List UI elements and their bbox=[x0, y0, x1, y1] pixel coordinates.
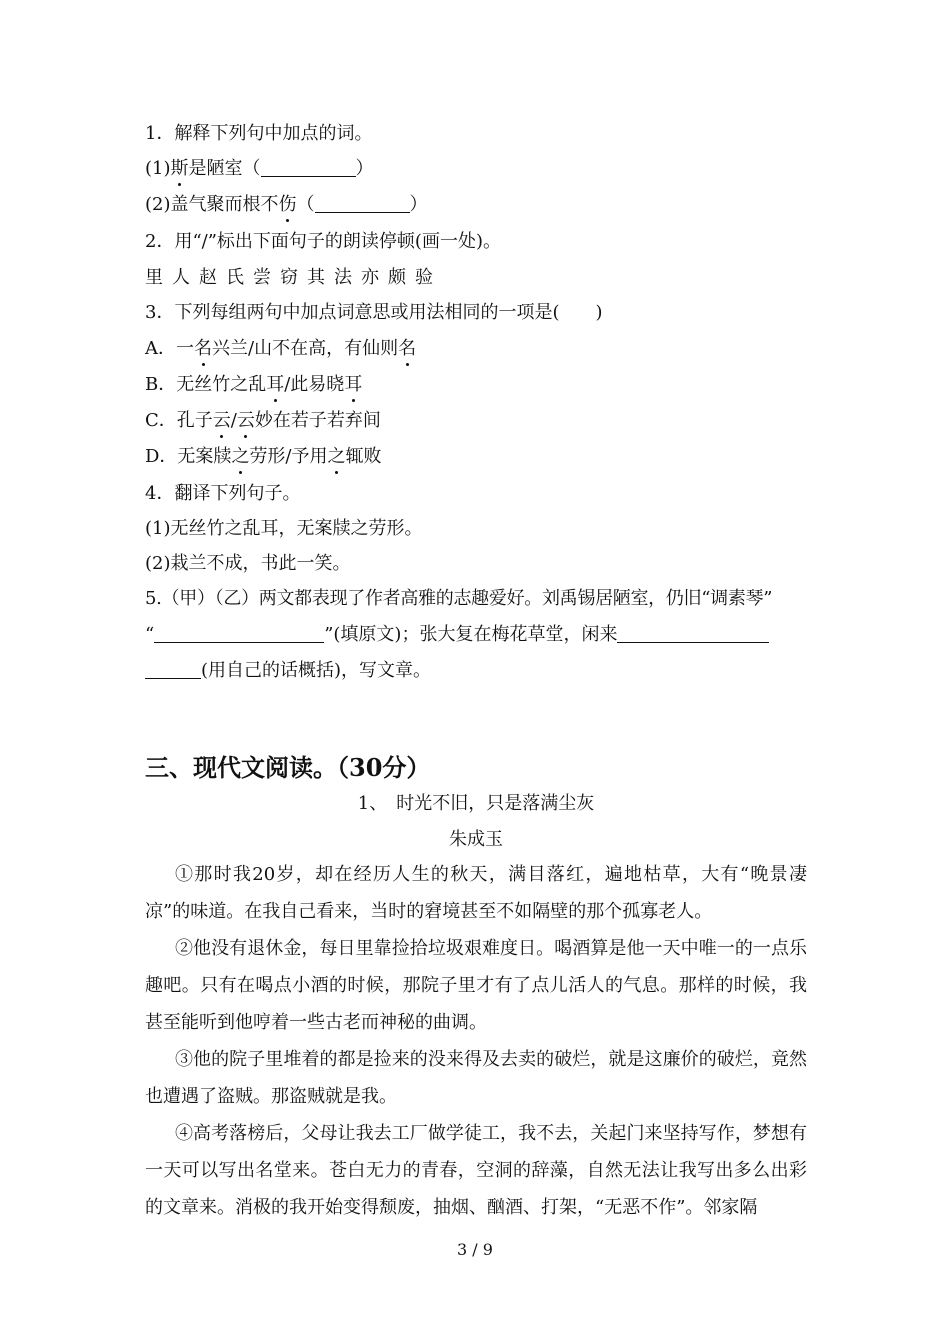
q3-option-a-text-2: 兴兰/山不在高，有仙则 bbox=[212, 338, 399, 359]
q3-option-d-text-2: 劳形/予用 bbox=[249, 446, 328, 467]
q4-item-2: (2)栽兰不成，书此一笑。 bbox=[145, 553, 351, 574]
q5-line-1: 5.（甲）（乙）两文都表现了作者高雅的志趣爱好。刘禹锡居陋室，仍旧“调素琴” bbox=[145, 588, 773, 609]
q1-title: 1．解释下列句中加点的词。 bbox=[145, 123, 373, 144]
article-author: 朱成玉 bbox=[449, 829, 503, 850]
q1-item-1-prefix: (1) bbox=[145, 158, 171, 179]
q3-option-b[interactable] bbox=[145, 373, 815, 397]
section-title: 三、现代文阅读。（30分） bbox=[145, 753, 431, 782]
q5-line-2 bbox=[145, 623, 815, 647]
q3-option-c-text-2: / bbox=[230, 410, 237, 431]
q5-line-3-text: (用自己的话概括)，写文章。 bbox=[201, 660, 432, 681]
page-number: 3 / 9 bbox=[457, 1240, 493, 1259]
q3-option-d[interactable] bbox=[145, 445, 815, 469]
q1-item-1-close: ） bbox=[355, 158, 374, 179]
q1-item-2-dotted-word: 伤 bbox=[278, 194, 297, 215]
q1-item-1-answer-blank[interactable] bbox=[261, 158, 356, 177]
q3-option-d-text-3: 辄败 bbox=[345, 446, 382, 467]
q3-option-c-text-3: 妙在若子若弃间 bbox=[254, 410, 381, 431]
q3-option-c-dotted-1: 云 bbox=[212, 410, 231, 431]
article-paragraph-1: ①那时我20岁，却在经历人生的秋天，满目落红，遍地枯草，大有“晚景凄凉”的味道。在我自己看来，当时的窘境甚至不如隔壁的那个孤寡老人。 bbox=[145, 864, 807, 922]
q3-option-a[interactable] bbox=[145, 337, 815, 361]
q2-title: 2．用“/”标出下面句子的朗读停顿(画一处)。 bbox=[145, 231, 501, 252]
q1-item-2 bbox=[145, 193, 815, 217]
q1-item-2-open: （ bbox=[296, 194, 315, 215]
q3-option-a-dotted-1: 名 bbox=[194, 338, 212, 359]
article-title: 1、 时光不旧，只是落满尘灰 bbox=[357, 793, 595, 814]
q5-blank-2-continued[interactable] bbox=[145, 660, 201, 679]
q5-blank-2[interactable] bbox=[617, 624, 769, 643]
q1-item-2-close: ） bbox=[409, 194, 428, 215]
q1-item-1-dotted-word: 斯 bbox=[170, 158, 189, 179]
q2-sentence[interactable]: 里人赵氏尝窃其法亦颇验 bbox=[145, 267, 442, 288]
q3-option-d-text-1: D．无案牍 bbox=[145, 446, 232, 467]
q3-option-b-text-2: /此易晓 bbox=[284, 374, 345, 395]
q3-option-d-dotted-2: 之 bbox=[327, 446, 346, 467]
q3-option-b-dotted-2: 耳 bbox=[344, 374, 363, 395]
q3-option-a-dotted-2: 名 bbox=[398, 338, 417, 359]
q3-option-b-text-1: B．无丝竹之乱 bbox=[145, 374, 267, 395]
article-paragraph-2: ②他没有退休金，每日里靠捡拾垃圾艰难度日。喝酒算是他一天中唯一的一点乐趣吧。只有在喝点小酒的时候，那院子里才有了点儿活人的气息。那样的时候，我甚至能听到他哼着一些古老而神秘的曲调。 bbox=[145, 938, 807, 1033]
article-paragraph-4: ④高考落榜后，父母让我去工厂做学徒工，我不去，关起门来坚持写作，梦想有一天可以写出名堂来。苍白无力的青春，空洞的辞藻，自然无法让我写出多么出彩的文章来。消极的我开始变得颓废，抽烟、酗酒、打架，“无恶不作”。邻家隔 bbox=[145, 1123, 807, 1218]
q3-option-c-text-1: C．孔子 bbox=[145, 410, 213, 431]
q3-title: 3．下列每组两句中加点词意思或用法相同的一项是( ) bbox=[145, 302, 603, 323]
q3-option-b-dotted-1: 耳 bbox=[266, 374, 285, 395]
q3-option-c[interactable] bbox=[145, 409, 815, 433]
q4-title: 4．翻译下列句子。 bbox=[145, 483, 301, 504]
article-paragraph-3: ③他的院子里堆着的都是捡来的没来得及去卖的破烂，就是这廉价的破烂，竟然也遭遇了盗贼。那盗贼就是我。 bbox=[145, 1049, 807, 1107]
q1-item-1-text: 是陋室（ bbox=[188, 158, 261, 179]
q5-open-quote: “ bbox=[145, 624, 155, 645]
q5-line-2-text: ”(填原文)；张大复在梅花草堂，闲来 bbox=[324, 624, 618, 645]
q5-line-3 bbox=[145, 659, 815, 683]
q3-option-d-dotted-1: 之 bbox=[231, 446, 250, 467]
q1-item-2-text: (2)盖气聚而根不 bbox=[145, 194, 279, 215]
q3-option-c-dotted-2: 云 bbox=[236, 410, 255, 431]
q1-item-1 bbox=[145, 157, 815, 181]
q1-item-2-answer-blank[interactable] bbox=[315, 194, 410, 213]
q5-blank-1[interactable] bbox=[154, 624, 324, 643]
q4-item-1: (1)无丝竹之乱耳，无案牍之劳形。 bbox=[145, 518, 423, 539]
q3-option-a-text-1: A．一 bbox=[145, 338, 194, 359]
